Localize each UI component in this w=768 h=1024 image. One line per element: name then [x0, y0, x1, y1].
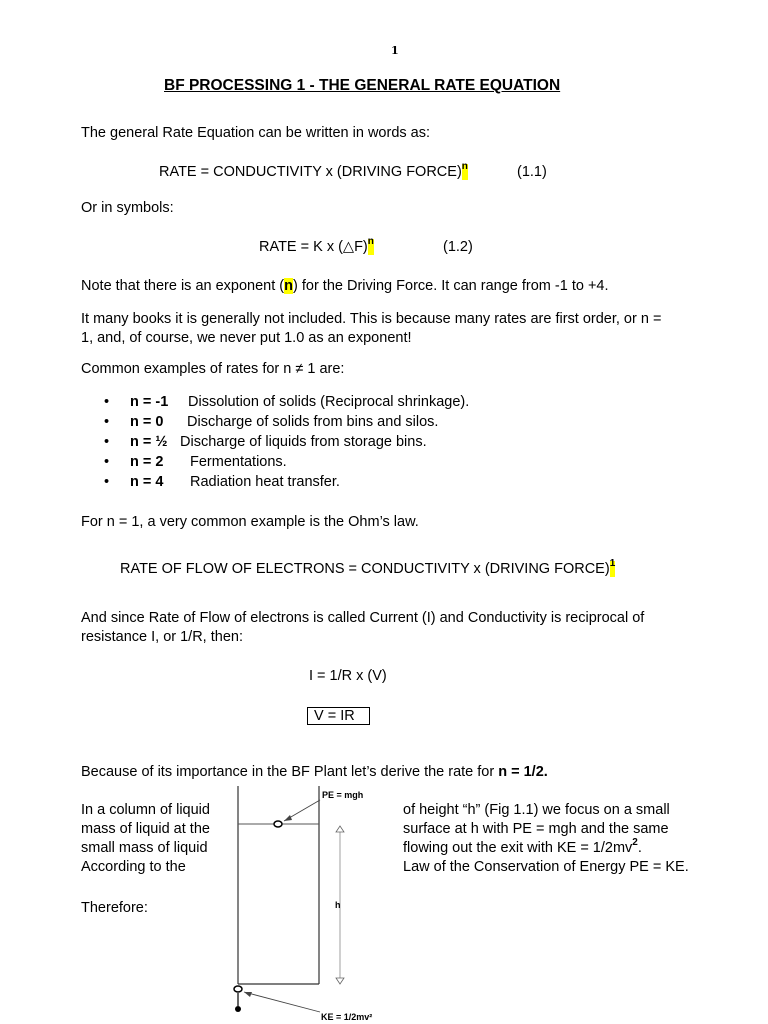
equation-1-2-text: RATE = K x (△F)	[259, 239, 368, 255]
example-n: n = 2	[130, 454, 164, 470]
height-label: h	[335, 900, 341, 910]
equation-1-1-text: RATE = CONDUCTIVITY x (DRIVING FORCE)	[159, 164, 462, 180]
exponent-note-n: n	[284, 278, 293, 294]
equation-1-2	[259, 237, 374, 257]
right-column-line	[403, 838, 642, 858]
intro-text: The general Rate Equation can be written in words as:	[81, 125, 431, 141]
bullet-icon: •	[104, 454, 110, 470]
pe-label: PE = mgh	[322, 790, 364, 800]
bullet-icon: •	[104, 414, 110, 430]
ke-arrow	[244, 992, 320, 1012]
right-column-text: flowing out the exit with KE = 1/2mv	[403, 840, 633, 856]
height-arrow-top	[336, 826, 344, 832]
example-desc: Discharge of solids from bins and silos.	[187, 414, 439, 430]
ke-label: KE = 1/2mv²	[321, 1012, 373, 1022]
left-column-line: In a column of liquid	[81, 802, 210, 818]
bullet-icon: •	[104, 434, 110, 450]
books-paragraph-line-1: It many books it is generally not included. This is because many rates are first order, or n =	[81, 311, 662, 327]
list-item	[104, 472, 524, 492]
exponent-note-after: ) for the Driving Force. It can range from -1 to +4.	[293, 278, 609, 294]
ohm-intro: For n = 1, a very common example is the Ohm’s law.	[81, 514, 419, 530]
equation-1-1-number: (1.1)	[517, 164, 547, 180]
page-title: BF PROCESSING 1 - THE GENERAL RATE EQUATION	[164, 77, 561, 94]
bullet-icon: •	[104, 474, 110, 490]
examples-intro: Common examples of rates for n ≠ 1 are:	[81, 361, 345, 377]
derive-text-bold: n = 1/2.	[498, 764, 548, 780]
exponent-note	[81, 276, 609, 296]
current-paragraph-line-2: resistance I, or 1/R, then:	[81, 629, 243, 645]
current-paragraph-line-1: And since Rate of Flow of electrons is called Current (I) and Conductivity is reciprocal of	[81, 610, 645, 626]
books-paragraph-line-2: 1, and, of course, we never put 1.0 as an exponent!	[81, 330, 412, 346]
electron-flow-equation-text: RATE OF FLOW OF ELECTRONS = CONDUCTIVITY x (DRIVING FORCE)	[120, 561, 610, 577]
example-n: n = 4	[130, 474, 164, 490]
example-n: n = 0	[130, 414, 164, 430]
pe-arrow-head	[284, 815, 292, 821]
liquid-column-figure	[232, 784, 402, 1024]
list-item	[104, 452, 524, 472]
list-item	[104, 412, 524, 432]
example-desc: Discharge of liquids from storage bins.	[180, 434, 427, 450]
page-number: 1	[391, 44, 399, 57]
exit-circle	[234, 986, 242, 992]
right-column-line: Law of the Conservation of Energy PE = KE.	[403, 859, 689, 875]
height-arrow-bottom	[336, 978, 344, 984]
left-column-line: mass of liquid at the	[81, 821, 210, 837]
derive-text-before: Because of its importance in the BF Plant let’s derive the rate for	[81, 764, 499, 780]
right-column-line: surface at h with PE = mgh and the same	[403, 821, 669, 837]
equation-1-1	[159, 162, 468, 182]
example-desc: Dissolution of solids (Reciprocal shrinkage).	[188, 394, 470, 410]
surface-mass-circle	[274, 821, 282, 827]
examples-list	[104, 392, 524, 492]
list-item	[104, 432, 524, 452]
left-column-line: small mass of liquid	[81, 840, 208, 856]
example-n: n = -1	[130, 394, 169, 410]
droplet-icon	[235, 1006, 241, 1012]
equation-1-2-exponent: n	[367, 236, 374, 247]
electron-flow-equation-exponent: 1	[609, 558, 616, 569]
example-n: n = ½	[130, 434, 168, 450]
right-column-superscript: 2	[632, 837, 638, 848]
list-item	[104, 392, 524, 412]
equation-1-2-number: (1.2)	[443, 239, 473, 255]
right-column-tail: .	[637, 840, 642, 856]
ke-arrow-head	[244, 992, 252, 997]
ohm-equation-boxed	[307, 706, 370, 726]
exponent-note-before: Note that there is an exponent (	[81, 278, 285, 294]
bullet-icon: •	[104, 394, 110, 410]
example-desc: Radiation heat transfer.	[190, 474, 340, 490]
equation-1-1-exponent: n	[461, 161, 468, 172]
right-column-line: of height “h” (Fig 1.1) we focus on a small	[403, 802, 670, 818]
left-column-line: According to the	[81, 859, 186, 875]
therefore-text: Therefore:	[81, 900, 148, 916]
boxed-equation: V = IR	[307, 707, 370, 725]
electron-flow-equation	[120, 559, 615, 579]
derive-text	[81, 762, 548, 782]
example-desc: Fermentations.	[190, 454, 287, 470]
symbols-intro: Or in symbols:	[81, 200, 174, 216]
ohm-equation: I = 1/R x (V)	[309, 668, 387, 684]
